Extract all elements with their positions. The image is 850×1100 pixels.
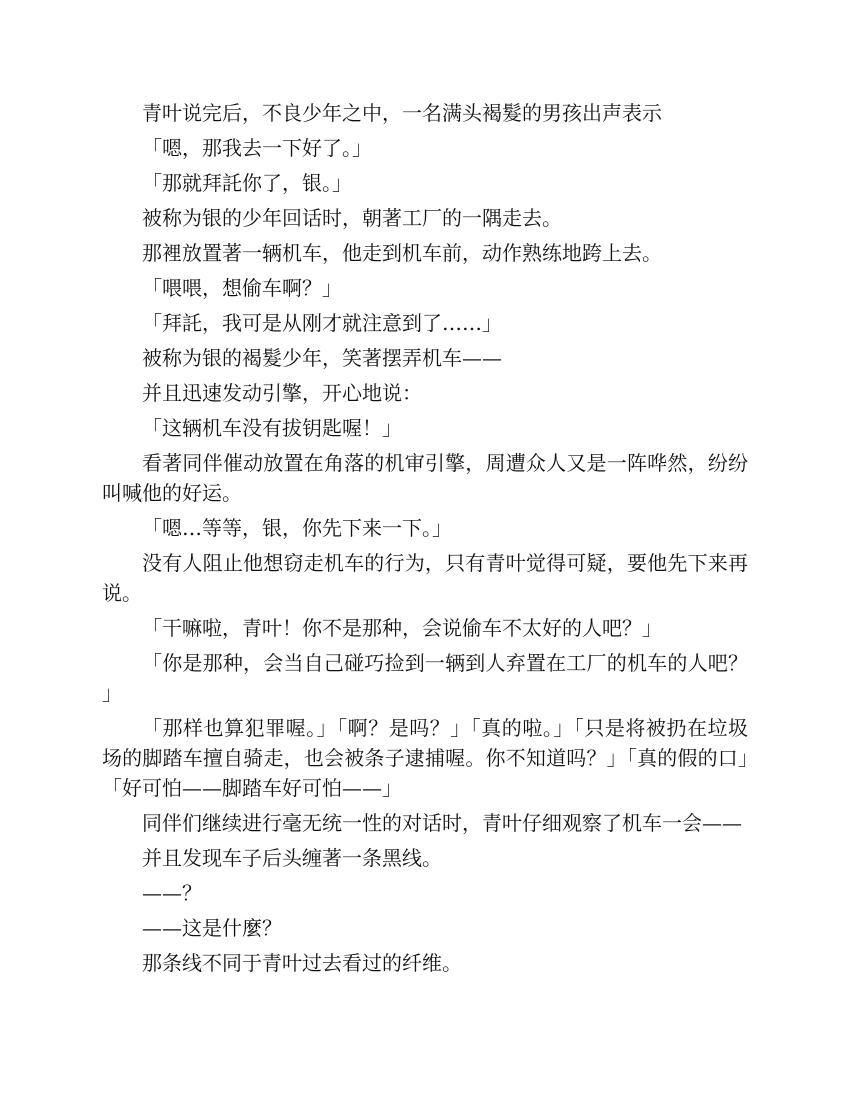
paragraph: 「嗯…等等，银，你先下来一下。」 [142, 516, 452, 540]
paragraph: 「那就拜託你了，银。」 [142, 171, 352, 195]
paragraph: 同伴们继续进行毫无统一性的对话时，青叶仔细观察了机车一会—— [142, 811, 742, 835]
page-text [102, 98, 748, 983]
paragraph: 并且发现车子后头缠著一条黑线。 [142, 846, 442, 870]
paragraph: 「嗯，那我去一下好了。」 [142, 136, 372, 160]
paragraph: 「喂喂，想偷车啊？」 [142, 276, 342, 300]
paragraph: 被称为银的少年回话时，朝著工厂的一隅走去。 [142, 206, 562, 230]
paragraph: 并且迅速发动引擎，开心地说： [142, 381, 422, 405]
paragraph: ——这是什麼？ [142, 916, 282, 940]
paragraph: 那条线不同于青叶过去看过的纤维。 [142, 951, 462, 975]
paragraph: 「你是那种，会当自己碰巧捡到一辆到人弃置在工厂的机车的人吧？」 [102, 651, 748, 705]
paragraph: 没有人阻止他想窃走机车的行为，只有青叶觉得可疑，要他先下来再说。 [102, 551, 748, 605]
paragraph: 「拜託，我可是从刚才就注意到了……」 [142, 311, 502, 335]
paragraph: 青叶说完后，不良少年之中，一名满头褐髮的男孩出声表示 [142, 101, 662, 125]
paragraph: 「干嘛啦，青叶！你不是那种，会说偷车不太好的人吧？」 [142, 616, 662, 640]
paragraph: 那裡放置著一辆机车，他走到机车前，动作熟练地跨上去。 [142, 241, 662, 265]
paragraph: 被称为银的褐髮少年，笑著摆弄机车—— [142, 346, 502, 370]
paragraph: 「那样也算犯罪喔。」「啊？是吗？」「真的啦。」「只是将被扔在垃圾场的脚踏车擅自骑走，也会被条子逮捕喔。你不知道吗？」「真的假的口」「好可怕——脚踏车好可怕——」 [102, 716, 748, 800]
paragraph: 看著同伴催动放置在角落的机审引擎，周遭众人又是一阵哗然，纷纷叫喊他的好运。 [102, 451, 748, 505]
paragraph: ——？ [142, 881, 202, 905]
paragraph: 「这辆机车没有拔钥匙喔！」 [142, 416, 402, 440]
